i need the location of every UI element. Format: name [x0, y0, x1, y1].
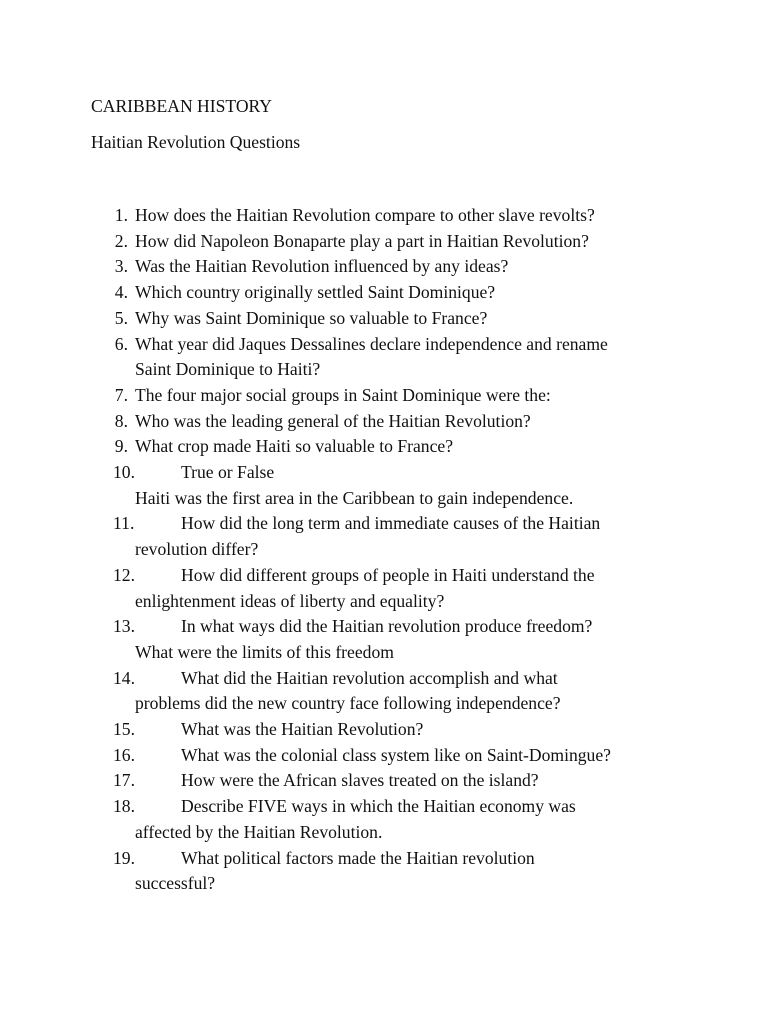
- question-text: How did the long term and immediate causes of the Haitian: [181, 513, 601, 534]
- question-text: What were the limits of this freedom: [135, 641, 394, 662]
- question-item: [0, 229, 768, 255]
- question-number: 8.: [114, 410, 128, 431]
- document-title: Haitian Revolution Questions: [91, 132, 301, 152]
- question-text: What year did Jaques Dessalines declare independence and rename: [135, 333, 608, 354]
- course-heading: CARIBBEAN HISTORY: [91, 96, 273, 116]
- question-item: [0, 306, 768, 332]
- question-item: [0, 511, 768, 562]
- question-item: [0, 203, 768, 229]
- question-text: How does the Haitian Revolution compare to other slave revolts?: [135, 205, 595, 225]
- question-number: 13.: [113, 616, 135, 637]
- question-text: Why was Saint Dominique so valuable to France?: [135, 307, 488, 328]
- question-text: What did the Haitian revolution accomplish and what: [181, 667, 558, 688]
- question-number: 6.: [114, 333, 128, 354]
- question-number: 15.: [113, 719, 135, 740]
- question-number: 3.: [114, 256, 128, 277]
- question-number: 10.: [113, 462, 135, 483]
- question-item: [0, 563, 768, 614]
- question-number: 4.: [114, 282, 128, 303]
- question-number: 14.: [113, 667, 135, 688]
- question-number: 16.: [113, 744, 135, 765]
- question-text: Who was the leading general of the Haitian Revolution?: [135, 410, 531, 431]
- question-text: enlightenment ideas of liberty and equality?: [135, 590, 445, 611]
- question-text: revolution differ?: [135, 539, 259, 560]
- question-number: 2.: [114, 230, 128, 251]
- question-item: [0, 717, 768, 743]
- question-text: Saint Dominique to Haiti?: [135, 359, 321, 380]
- question-item: [0, 383, 768, 409]
- question-item: [0, 434, 768, 460]
- question-text: How were the African slaves treated on the island?: [181, 770, 539, 791]
- question-text: Was the Haitian Revolution influenced by any ideas?: [135, 256, 509, 277]
- question-item: [0, 666, 768, 717]
- question-number: 12.: [113, 564, 135, 585]
- question-item: [0, 332, 768, 383]
- question-item: [0, 743, 768, 769]
- question-text: Which country originally settled Saint Dominique?: [135, 282, 496, 303]
- question-text: The four major social groups in Saint Dominique were the:: [135, 384, 551, 405]
- question-text: In what ways did the Haitian revolution produce freedom?: [181, 616, 593, 637]
- question-text: True or False: [181, 462, 275, 483]
- question-list: [0, 203, 768, 897]
- question-item: [0, 768, 768, 794]
- question-number: 19.: [113, 847, 135, 868]
- question-text: Describe FIVE ways in which the Haitian economy was: [181, 796, 576, 817]
- question-text: affected by the Haitian Revolution.: [135, 821, 383, 842]
- question-item: [0, 460, 768, 511]
- question-item: [0, 409, 768, 435]
- question-number: 17.: [113, 770, 135, 791]
- question-number: 18.: [113, 796, 135, 817]
- question-text: problems did the new country face following independence?: [135, 693, 561, 714]
- question-number: 7.: [114, 384, 128, 405]
- question-item: [0, 846, 768, 897]
- question-text: successful?: [135, 873, 216, 894]
- question-text: What crop made Haiti so valuable to France?: [135, 436, 454, 457]
- question-item: [0, 794, 768, 845]
- question-text: What political factors made the Haitian revolution: [181, 847, 535, 868]
- question-item: [0, 280, 768, 306]
- question-number: 1.: [114, 205, 128, 225]
- question-item: [0, 254, 768, 280]
- question-number: 9.: [114, 436, 128, 457]
- question-item: [0, 614, 768, 665]
- question-text: How did Napoleon Bonaparte play a part in Haitian Revolution?: [135, 230, 589, 251]
- question-text: Haiti was the first area in the Caribbean to gain independence.: [135, 487, 574, 508]
- question-number: 5.: [114, 307, 128, 328]
- question-text: What was the Haitian Revolution?: [181, 719, 424, 740]
- question-number: 11.: [113, 513, 135, 534]
- question-text: What was the colonial class system like on Saint-Domingue?: [181, 744, 611, 765]
- question-text: How did different groups of people in Haiti understand the: [181, 564, 595, 585]
